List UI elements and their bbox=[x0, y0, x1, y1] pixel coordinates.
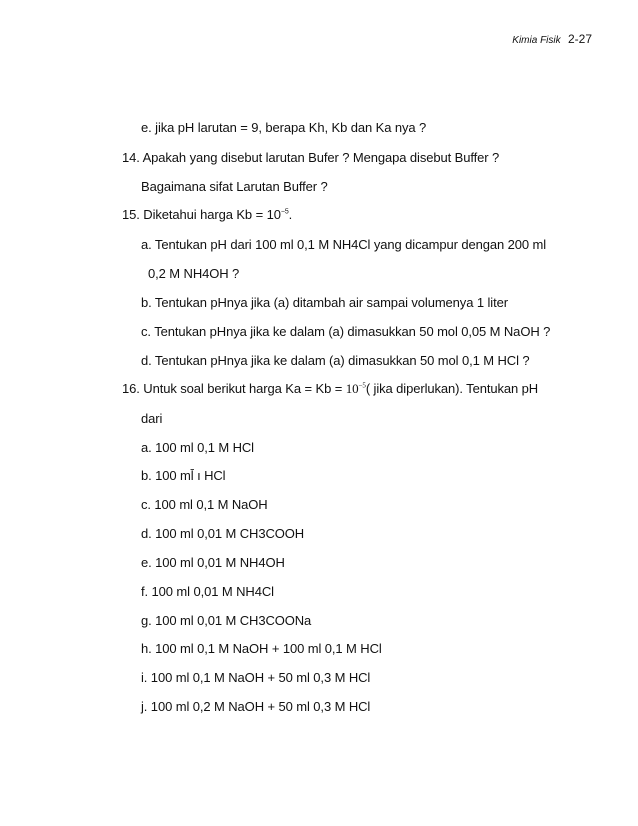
question-15 bbox=[122, 207, 292, 222]
question-16-end: ( jika diperlukan). Tentukan pH bbox=[365, 381, 539, 396]
question-16b: b. 100 ml̄ ı HCl bbox=[141, 468, 226, 483]
question-16e: e. 100 ml 0,01 M NH4OH bbox=[141, 555, 285, 570]
question-16-cont: dari bbox=[141, 411, 163, 426]
question-16-text: 16. Untuk soal berikut harga Ka = Kb = bbox=[122, 381, 346, 396]
question-16a: a. 100 ml 0,1 M HCl bbox=[141, 440, 254, 455]
question-16-base: 10 bbox=[345, 381, 359, 396]
question-16d: d. 100 ml 0,01 M CH3COOH bbox=[141, 526, 305, 541]
question-15-text: 15. Diketahui harga Kb = 10 bbox=[122, 207, 281, 222]
question-16i: i. 100 ml 0,1 M NaOH + 50 ml 0,3 M HCl bbox=[141, 670, 371, 685]
question-16g: g. 100 ml 0,01 M CH3COONa bbox=[141, 613, 312, 628]
question-15d: d. Tentukan pHnya jika ke dalam (a) dimasukkan 50 mol 0,1 M HCl ? bbox=[141, 353, 530, 368]
question-16-exponent: −5 bbox=[358, 381, 366, 390]
page-number: 2-27 bbox=[567, 32, 592, 46]
question-16j: j. 100 ml 0,2 M NaOH + 50 ml 0,3 M HCl bbox=[141, 699, 371, 714]
question-15a: a. Tentukan pH dari 100 ml 0,1 M NH4Cl yang dicampur dengan 200 ml bbox=[141, 237, 547, 252]
question-15c: c. Tentukan pHnya jika ke dalam (a) dimasukkan 50 mol 0,05 M NaOH ? bbox=[141, 324, 551, 339]
book-title: Kimia Fisik bbox=[512, 35, 561, 46]
question-15-exponent: −5 bbox=[280, 208, 289, 216]
question-15a-cont: 0,2 M NH4OH ? bbox=[148, 266, 240, 281]
question-16 bbox=[122, 381, 538, 397]
question-14: 14. Apakah yang disebut larutan Bufer ? Mengapa disebut Buffer ? bbox=[122, 150, 500, 165]
question-15b: b. Tentukan pHnya jika (a) ditambah air sampai volumenya 1 liter bbox=[141, 295, 508, 310]
question-15-end: . bbox=[288, 207, 293, 222]
question-16c: c. 100 ml 0,1 M NaOH bbox=[141, 497, 268, 512]
question-14-cont: Bagaimana sifat Larutan Buffer ? bbox=[141, 179, 328, 194]
page-header bbox=[512, 32, 592, 46]
question-13e: e. jika pH larutan = 9, berapa Kh, Kb dan Ka nya ? bbox=[141, 120, 427, 135]
question-16f: f. 100 ml 0,01 M NH4Cl bbox=[141, 584, 274, 599]
question-16h: h. 100 ml 0,1 M NaOH + 100 ml 0,1 M HCl bbox=[141, 641, 382, 656]
